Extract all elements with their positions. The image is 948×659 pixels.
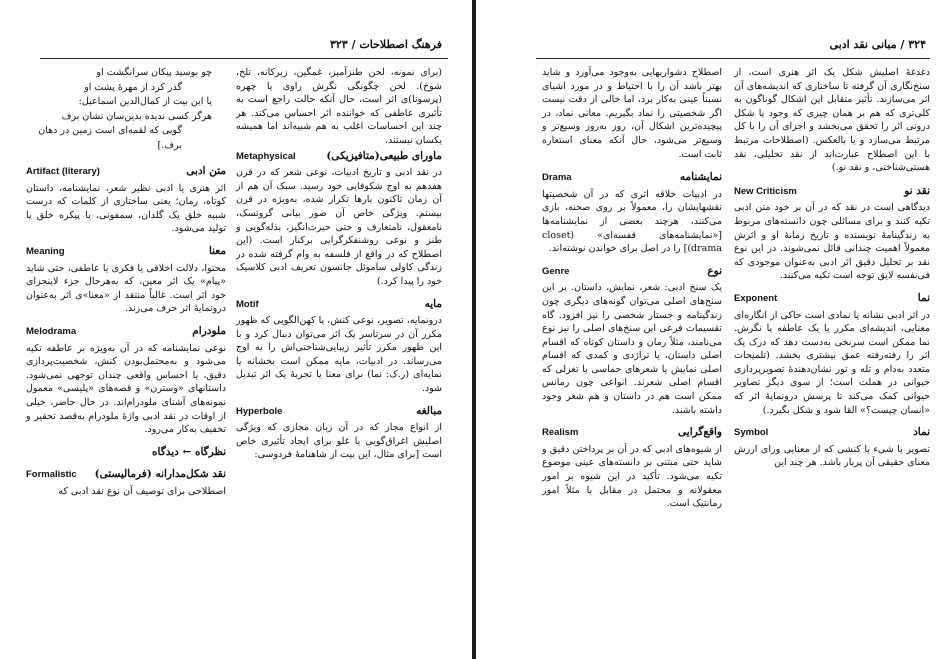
entry-term: Formalistic	[26, 469, 77, 481]
entry-title: نقد نو	[904, 184, 930, 197]
entry-meaning	[26, 245, 226, 316]
entry-term: Drama	[542, 172, 572, 184]
entry-title: نمایشنامه	[679, 171, 722, 184]
entry-body: دیدگاهی است در نقد که در آن بر خود متن ادبی تکیه کنند و برای مسائلی چون دانسته‌های مربوط به زندگینامهٔ نویسنده و تاریخ زمانهٔ او و اثرش معمولاً اهمیت چندانی قائل نمی‌شوند. در این نوع نقد بر تحلیل دقیق اثر ادبی به‌عنوان موجودی که فی‌نفسه لایق توجه است تکیه می‌کنند.	[734, 202, 930, 282]
entry-new-criticism	[734, 185, 930, 283]
entry-formalistic	[26, 468, 226, 498]
entry-term: Melodrama	[26, 325, 77, 337]
right-page-right-column	[734, 66, 930, 479]
page-header-left: فرهنگ اصطلاحات / ۳۲۳	[329, 38, 442, 51]
poem-line: هرگز کسی ندیده بدین‌سان نشان برف	[61, 110, 212, 122]
poem-line: یا این بیت از کمال‌الدین اسماعیل:	[78, 96, 212, 107]
entry-title: مایه	[424, 297, 442, 310]
entry-term: Realism	[542, 427, 579, 439]
entry-metaphysical	[236, 150, 442, 289]
entry-term: Motif	[236, 298, 259, 310]
left-page	[0, 0, 472, 659]
entry-body: در اثر ادبی نشانه یا نمادی است حاکی از انگاره‌ای معنایی، اندیشه‌ای مکرر یا یک عاطفه یا نگرش. نما ممکن است سرنخی به‌دست دهد که درک یک اثر را رفته‌رفته عمق بیشتری بخشد. (تلمیحات متعدد به‌دام و تله و تور نشان‌دهندهٔ تصویرپردازی حیوانی در هملت است؛ از سوی دیگر تصاویر حیوانی کمک می‌کند تا پرسش درونمایهٔ اثر که «انسان چیست؟» القا شود و شکل بگیرد.)	[734, 309, 930, 416]
entry-exponent	[734, 292, 930, 417]
entry-term: Hyperbole	[236, 405, 283, 417]
entry-melodrama	[26, 325, 226, 437]
entry-title: نماد	[913, 426, 930, 439]
entry-body: یک سنخ ادبی: شعر، نمایش، داستان. بر این سنخ‌های اصلی می‌توان گونه‌های دیگری چون زندگینامه و جستار شخصی را نیز افزود. گاه تقسیمات فرعی این سنخ‌های اصلی را نیز نوع می‌نامند، مثلاً رمان و داستان کوتاه که اقسام اصلی داستان، یا تراژدی و کمدی که اقسام اصلی نمایش یا شعرهای حماسی یا تغزلی که اقسام اصلی شعرند. انواعی چون رمانس ممکن است هم در داستان و هم شعر وجود داشته باشند.	[542, 282, 722, 416]
entry-title: معنا	[208, 244, 226, 257]
entry-body: از انواع مجاز که در آن زبان مجازی که ویژگی اصلیش اغراق‌گویی یا غلو برای ایجاد تأثیری خاص است [برای مثال، این بیت از شاهنامهٔ فردوسی:	[236, 422, 442, 461]
entry-term: Meaning	[26, 245, 65, 257]
entry-drama	[542, 171, 722, 256]
header-rule	[40, 58, 448, 59]
entry-motif	[236, 298, 442, 396]
entry-title: ماورای طبیعی(متافیزیکی)	[326, 149, 442, 162]
entry-body: از شیوه‌های ادبی که در آن بر پرداختن دقیق و شاید حتی مبتنی بر دانسته‌های عینی موضوع تکیه می‌شود. تأکید در این شیوه بر امور معقولانه و محتمل در مقابل با مثلاً امور رمانتیک است.	[542, 443, 722, 510]
entry-body: تصویر یا شیء یا کنشی که از معنایی ورای ارزش معنای حقیقی آن پربار باشد. هر چند این	[734, 443, 930, 469]
paragraph: اصطلاح دشواریهایی به‌وجود می‌آورد و شاید بهتر باشد آن را با احتیاط و در مورد اشیای نسبتاً عینی به‌کار برد، اما خالی از دقت نیست اگر شخصیتی را نماد بگیریم. معانی نماد، در پیچیده‌ترین اشکال آن، روز به‌روز وسیع‌تر و وسیع‌تر می‌شود، حال آنکه معنای استعاره ثابت است.	[542, 67, 722, 160]
entry-title: نما	[917, 291, 930, 304]
entry-body: نوعی نمایشنامه که در آن به‌ویژه بر عاطفه تکیه می‌شود و به‌محتمل‌بودن کنش، شخصیت‌پردازی دقیق، یا احساس واقعی چندان توجهی نمی‌شود. داستانهای «وسترن» و قصه‌های «پلیسی» معمول نمونه‌های آشنای ملودرام‌اند. در حال حاضر، خیلی از اوقات در نقد ادبی واژهٔ ملودرام به‌قصد تحقیر و تخفیف به‌کار می‌رود.	[26, 342, 226, 436]
entry-title: واقع‌گرایی	[678, 426, 722, 439]
entry-body: درونمایه، تصویر، نوعی کنش، یا کهن‌الگویی که ظهور مکرر آن در سرتاسر یک اثر می‌توان دنبال کرد و با این ظهور مکرر تأثیر زیبایی‌شناختی‌اش را به اوج می‌رساند. در ادبیات، مایه ممکن است بخشانه یا نمایه‌ای (ر.ک: نما) برای معنا یا تجربهٔ یک اثر تبدیل شود.	[236, 315, 442, 395]
entry-genre	[542, 265, 722, 418]
entry-body: اثر هنری یا ادبی نظیر شعر، نمایشنامه، داستان کوتاه، رمان؛ یعنی ساختاری از کلمات که درست شبیه خلق یک گلدان، سمفونی، یا پیکره خلق یا تولید می‌شود.	[26, 182, 226, 235]
entry-term: Exponent	[734, 292, 778, 304]
entry-term: New Criticism	[734, 185, 797, 197]
entry-term: Genre	[542, 265, 570, 277]
page-header-right: ۳۲۴ / مبانی نقد ادبی	[829, 38, 926, 51]
right-page	[476, 0, 948, 659]
entry-artifact	[26, 165, 226, 236]
poem-line: گذر کرد از مهرهٔ پشت او	[84, 81, 182, 93]
poem-line: چو بوسید پیکان سرانگشت او	[96, 67, 212, 78]
entry-body: در نقد ادبی و تاریخ ادبیات، نوعی شعر که در قرن هفدهم به اوج شکوفایی خود رسید. سبک آن هم از آن زمان تاکنون بارها تکرار شده، به‌ویژه در قرن بیستم. ویژگی خاص آن صور بیانی گروتسک، نامعقول، نامتعارف و حتی حیرت‌انگیز، بذله‌گویی و طنز و نوعی روشنفکرگرایی برکنار است. (این اصطلاح که در واقع از فلسفه به وام گرفته شده در زندگی کاولی ساموئل جانسون تعریف ادبی کلاسیک خود را پیدا کرد.)	[236, 167, 442, 287]
entry-hyperbole	[236, 405, 442, 462]
right-page-left-column	[542, 66, 722, 520]
paragraph: (برای نمونه، لحن طنزآمیز، غمگین، زیرکانه، تلخ، شوخ). لحن چگونگی نگرش راوی یا چهره (پرسونا)ی اثر است، حال آنکه حالت راجع است به تأثیری عاطفی که خواننده اثر احساس می‌کند. هر چند این احساسات اغلب به هم شبیه‌اند اما همیشه یکسان نیستند.	[236, 67, 442, 146]
entry-point-of-view	[26, 446, 226, 460]
header-rule	[536, 58, 930, 59]
left-page-left-column	[26, 66, 226, 507]
left-page-right-column	[236, 66, 442, 471]
entry-symbol	[734, 426, 930, 470]
entry-term: Artifact (literary)	[26, 166, 100, 177]
paragraph: دغدغهٔ اصلیش شکل یک اثر هنری است، از سنخ‌نگاری آن گرفته تا ساختاری که اندیشه‌های آن اثر می‌سازند. تأثیر متقابل این اشکال گوناگون به کلی‌تری که هم بر همان چیزی که وجود یا شکل درونی اثر را تحقق می‌بخشد و اجزای آن را با کل مرتبط می‌سازد و یا بالعکس. (اصطلاحات مرتبط با این اصطلاح عبارت‌اند از نقد تحلیلی، نقد هستی‌شناختی، و نقد نو.)	[734, 67, 930, 174]
entry-title: مبالغه	[416, 404, 442, 417]
entry-body: محتوا، دلالت اخلاقی یا فکری یا عاطفی، حتی شاید «پیام» یک اثر معین، که به‌هرحال جزء لاینجزای خود اثر است. غالباً منتقد از «معنا»ی اثر به‌عنوان درونمایهٔ اثر حرف می‌زند.	[26, 262, 226, 315]
entry-term: Symbol	[734, 427, 769, 439]
entry-term: Metaphysical	[236, 150, 296, 162]
entry-body: اصطلاحی برای توصیف آن نوع نقد ادبی که	[58, 485, 226, 497]
entry-title: متن ادبی	[186, 165, 226, 177]
poem	[26, 66, 226, 153]
entry-title: ملودرام	[192, 324, 226, 337]
entry-title: نوع	[707, 264, 722, 277]
entry-title: نقد شکل‌مدارانه (فرمالیستی)	[94, 468, 226, 481]
poem-line: گویی که لقمه‌ای است زمین در دهان برف.]	[38, 125, 182, 151]
entry-body: در ادبیات خلاقه اثری که در آن شخصیتها نقشهایشان را، معمولاً بر روی صحنه، بازی می‌کنند، هرچند بعضی از نمایشنامه‌ها [«نمایشنامه‌های قفسه‌ای» (closet drama)] را در اصل برای خواندن نوشته‌اند.	[542, 188, 722, 255]
entry-realism	[542, 426, 722, 511]
entry-title: نظرگاه ← دیدگاه	[152, 445, 226, 458]
